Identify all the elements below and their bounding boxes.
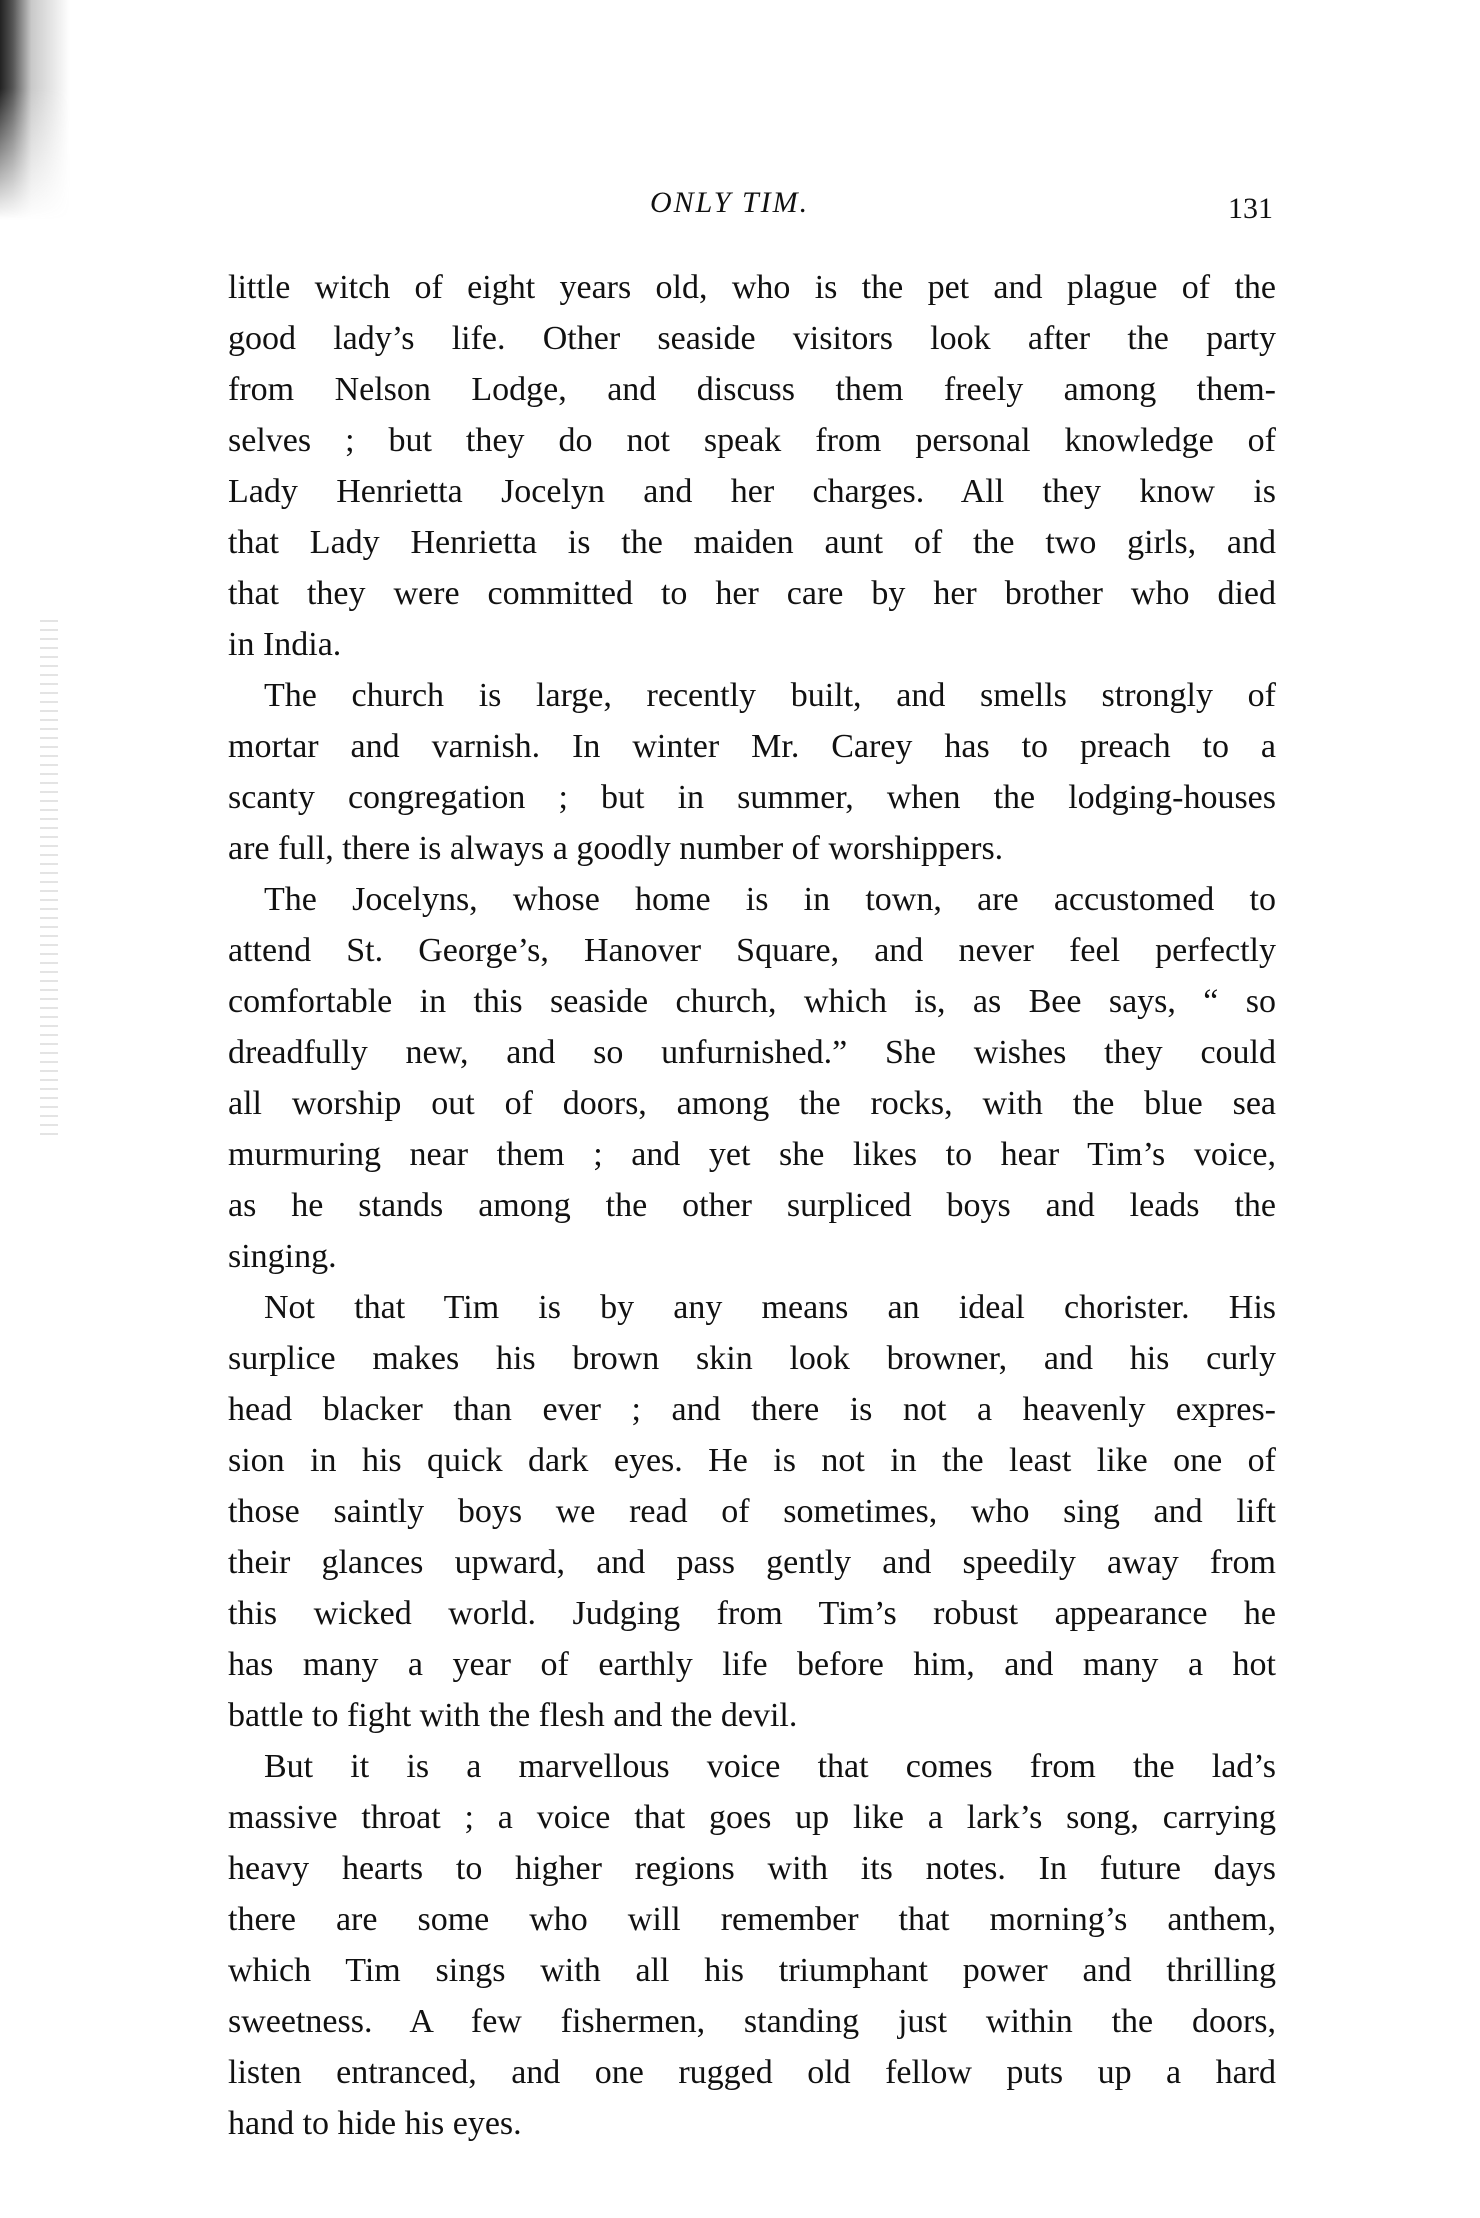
text-line: this wicked world. Judging from Tim’s robust appearance he bbox=[228, 1595, 1276, 1632]
paragraph bbox=[228, 262, 1276, 670]
text-line: good lady’s life. Other seaside visitors look after the party bbox=[228, 320, 1276, 357]
text-line: which Tim sings with all his triumphant power and thrilling bbox=[228, 1952, 1276, 1989]
text-line: battle to fight with the flesh and the devil. bbox=[228, 1697, 798, 1734]
text-line: are full, there is always a goodly number of worshippers. bbox=[228, 830, 1004, 867]
text-line: sweetness. A few fishermen, standing just within the doors, bbox=[228, 2003, 1276, 2040]
text-line: as he stands among the other surpliced boys and leads the bbox=[228, 1187, 1276, 1224]
text-line: Not that Tim is by any means an ideal chorister. His bbox=[264, 1289, 1276, 1326]
text-line: in India. bbox=[228, 626, 342, 663]
body-text bbox=[228, 262, 1276, 2149]
text-line: comfortable in this seaside church, which is, as Bee says, “ so bbox=[228, 983, 1276, 1020]
text-line: selves ; but they do not speak from personal knowledge of bbox=[228, 422, 1276, 459]
text-line: Lady Henrietta Jocelyn and her charges. All they know is bbox=[228, 473, 1276, 510]
text-line: But it is a marvellous voice that comes from the lad’s bbox=[264, 1748, 1276, 1785]
text-line: that Lady Henrietta is the maiden aunt of the two girls, and bbox=[228, 524, 1276, 561]
text-line: sion in his quick dark eyes. He is not in the least like one of bbox=[228, 1442, 1276, 1479]
text-line: surplice makes his brown skin look browner, and his curly bbox=[228, 1340, 1276, 1377]
text-line: little witch of eight years old, who is the pet and plague of the bbox=[228, 269, 1276, 306]
text-line: massive throat ; a voice that goes up like a lark’s song, carrying bbox=[228, 1799, 1276, 1836]
text-line: there are some who will remember that morning’s anthem, bbox=[228, 1901, 1276, 1938]
scan-margin-specks bbox=[40, 620, 58, 1140]
text-line: from Nelson Lodge, and discuss them freely among them- bbox=[228, 371, 1276, 408]
page-number: 131 bbox=[1228, 192, 1273, 225]
paragraph bbox=[228, 1282, 1276, 1741]
text-line: singing. bbox=[228, 1238, 337, 1275]
scan-edge-shadow bbox=[0, 0, 70, 220]
text-line: heavy hearts to higher regions with its notes. In future days bbox=[228, 1850, 1276, 1887]
text-line: all worship out of doors, among the rocks, with the blue sea bbox=[228, 1085, 1276, 1122]
text-line: scanty congregation ; but in summer, when the lodging-houses bbox=[228, 779, 1276, 816]
text-line: those saintly boys we read of sometimes, who sing and lift bbox=[228, 1493, 1276, 1530]
text-line: attend St. George’s, Hanover Square, and never feel perfectly bbox=[228, 932, 1276, 969]
paragraph bbox=[228, 874, 1276, 1282]
running-head-title: ONLY TIM. bbox=[650, 186, 810, 219]
text-line: hand to hide his eyes. bbox=[228, 2105, 522, 2142]
paragraph bbox=[228, 1741, 1276, 2149]
text-line: murmuring near them ; and yet she likes to hear Tim’s voice, bbox=[228, 1136, 1276, 1173]
text-line: listen entranced, and one rugged old fellow puts up a hard bbox=[228, 2054, 1276, 2091]
text-line: head blacker than ever ; and there is not a heavenly expres- bbox=[228, 1391, 1276, 1428]
text-line: mortar and varnish. In winter Mr. Carey has to preach to a bbox=[228, 728, 1276, 765]
text-line: that they were committed to her care by her brother who died bbox=[228, 575, 1276, 612]
text-line: has many a year of earthly life before him, and many a hot bbox=[228, 1646, 1276, 1683]
text-line: their glances upward, and pass gently and speedily away from bbox=[228, 1544, 1276, 1581]
text-line: dreadfully new, and so unfurnished.” She wishes they could bbox=[228, 1034, 1276, 1071]
paragraph bbox=[228, 670, 1276, 874]
text-line: The Jocelyns, whose home is in town, are accustomed to bbox=[264, 881, 1276, 918]
text-line: The church is large, recently built, and smells strongly of bbox=[264, 677, 1276, 714]
